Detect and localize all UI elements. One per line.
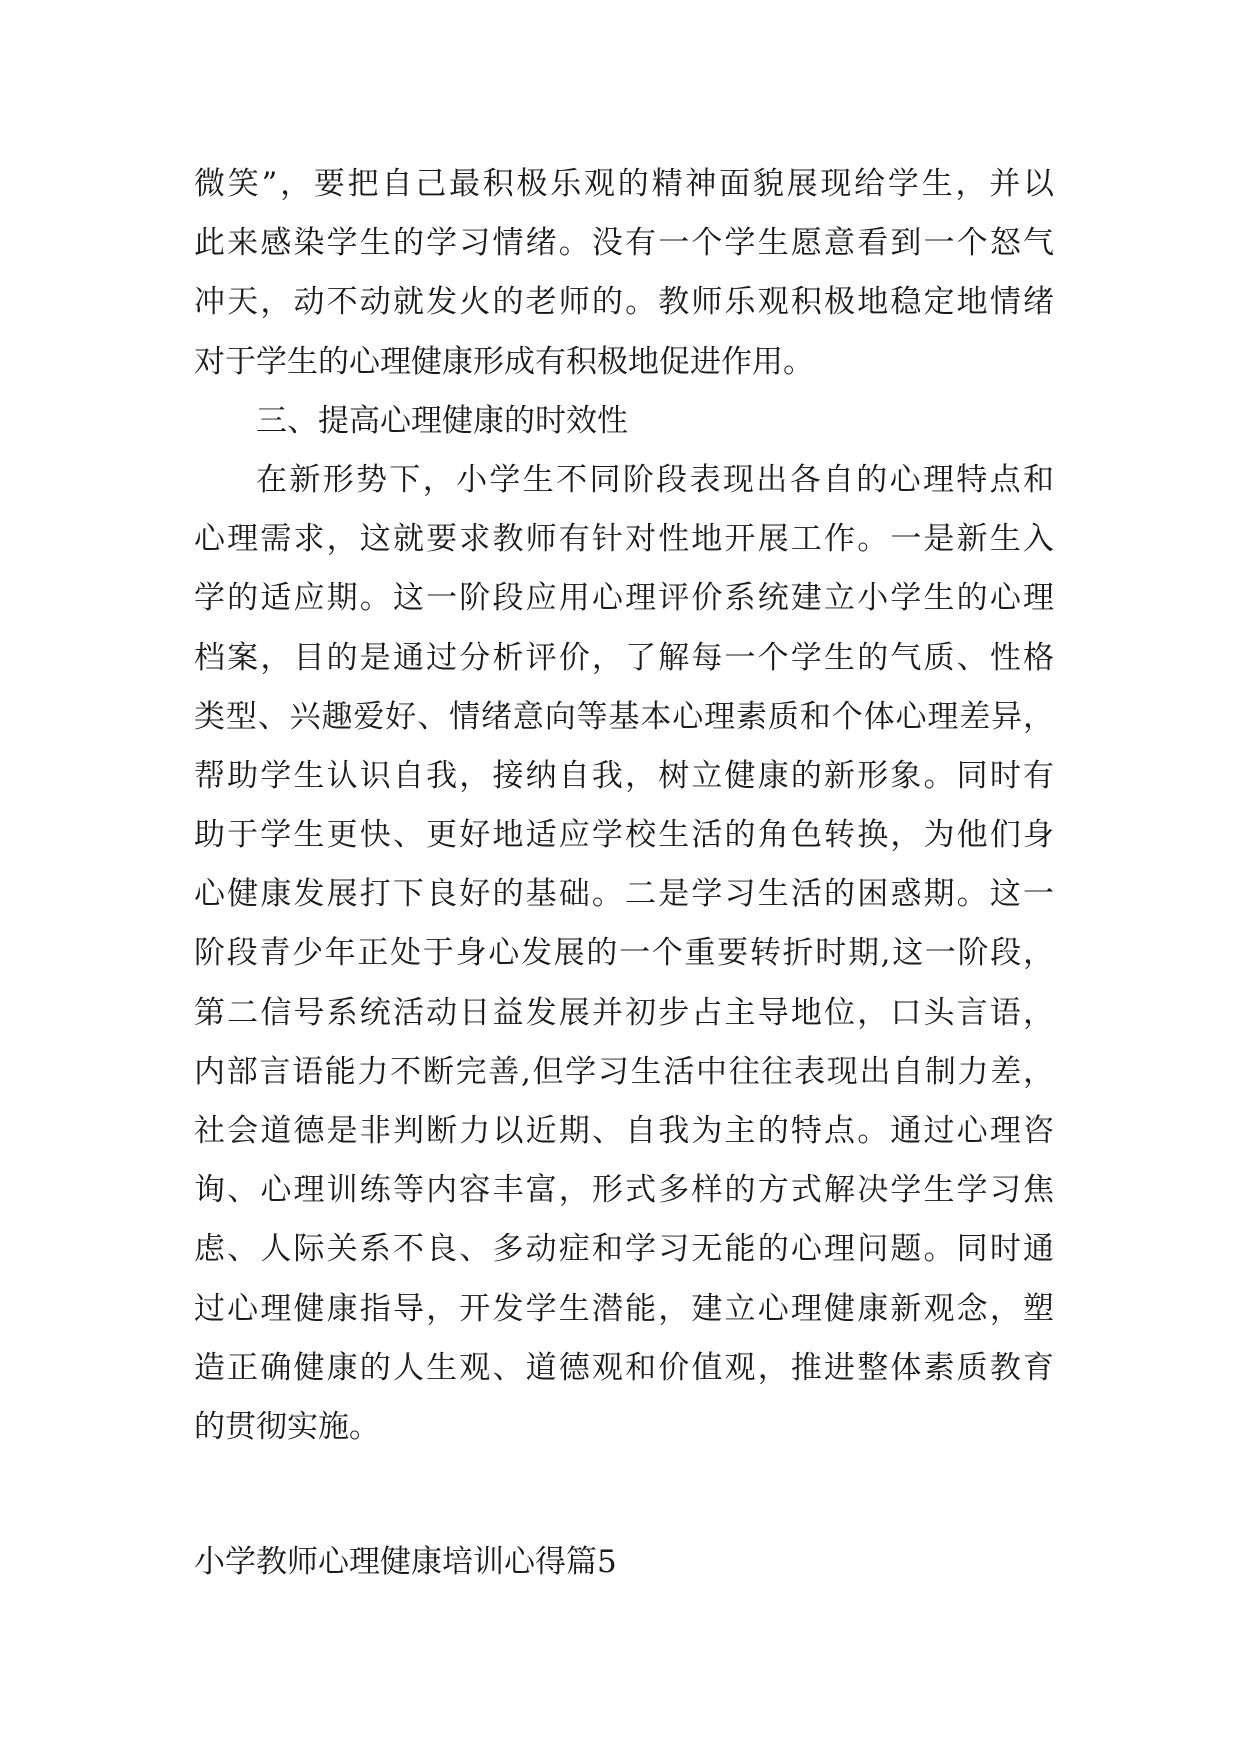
text-line: 社会道德是非判断力以近期、自我为主的特点。通过心理咨	[194, 1113, 1054, 1149]
text-line: 心健康发展打下良好的基础。二是学习生活的困惑期。这一	[194, 876, 1054, 913]
text-line: 对于学生的心理健康形成有积极地促进作用。	[194, 343, 814, 380]
text-line: 过心理健康指导，开发学生潜能，建立心理健康新观念，塑	[194, 1290, 1054, 1327]
text-line: 此来感染学生的学习情绪。没有一个学生愿意看到一个怒气	[194, 225, 1054, 262]
text-line: 虑、人际关系不良、多动症和学习无能的心理问题。同时通	[194, 1231, 1054, 1268]
body-text	[194, 155, 1054, 1457]
text-line: 询、心理训练等内容丰富，形式多样的方式解决学生学习焦	[194, 1172, 1054, 1209]
section-heading: 三、提高心理健康的时效性	[256, 402, 628, 439]
text-line: 助于学生更快、更好地适应学校生活的角色转换，为他们身	[194, 817, 1054, 854]
text-line: 第二信号系统活动日益发展并初步占主导地位，口头言语，	[194, 994, 1054, 1031]
text-line: 的贯彻实施。	[194, 1408, 380, 1445]
text-line: 心理需求，这就要求教师有针对性地开展工作。一是新生入	[194, 521, 1054, 558]
text-line: 阶段青少年正处于身心发展的一个重要转折时期,这一阶段，	[194, 935, 1054, 972]
text-line: 冲天，动不动就发火的老师的。教师乐观积极地稳定地情绪	[194, 284, 1054, 321]
next-section-title: 小学教师心理健康培训心得篇5	[194, 1544, 617, 1580]
text-line: 微笑”，要把自己最积极乐观的精神面貌展现给学生，并以	[194, 166, 1054, 202]
text-line: 类型、兴趣爱好、情绪意向等基本心理素质和个体心理差异，	[194, 698, 1054, 735]
text-line: 内部言语能力不断完善,但学习生活中往往表现出自制力差，	[194, 1053, 1054, 1090]
text-line: 在新形势下，小学生不同阶段表现出各自的心理特点和	[256, 461, 1054, 498]
text-line: 学的适应期。这一阶段应用心理评价系统建立小学生的心理	[194, 580, 1054, 617]
text-line: 档案，目的是通过分析评价，了解每一个学生的气质、性格	[194, 639, 1054, 676]
text-line: 帮助学生认识自我，接纳自我，树立健康的新形象。同时有	[194, 757, 1054, 794]
text-line: 造正确健康的人生观、道德观和价值观，推进整体素质教育	[194, 1349, 1054, 1386]
